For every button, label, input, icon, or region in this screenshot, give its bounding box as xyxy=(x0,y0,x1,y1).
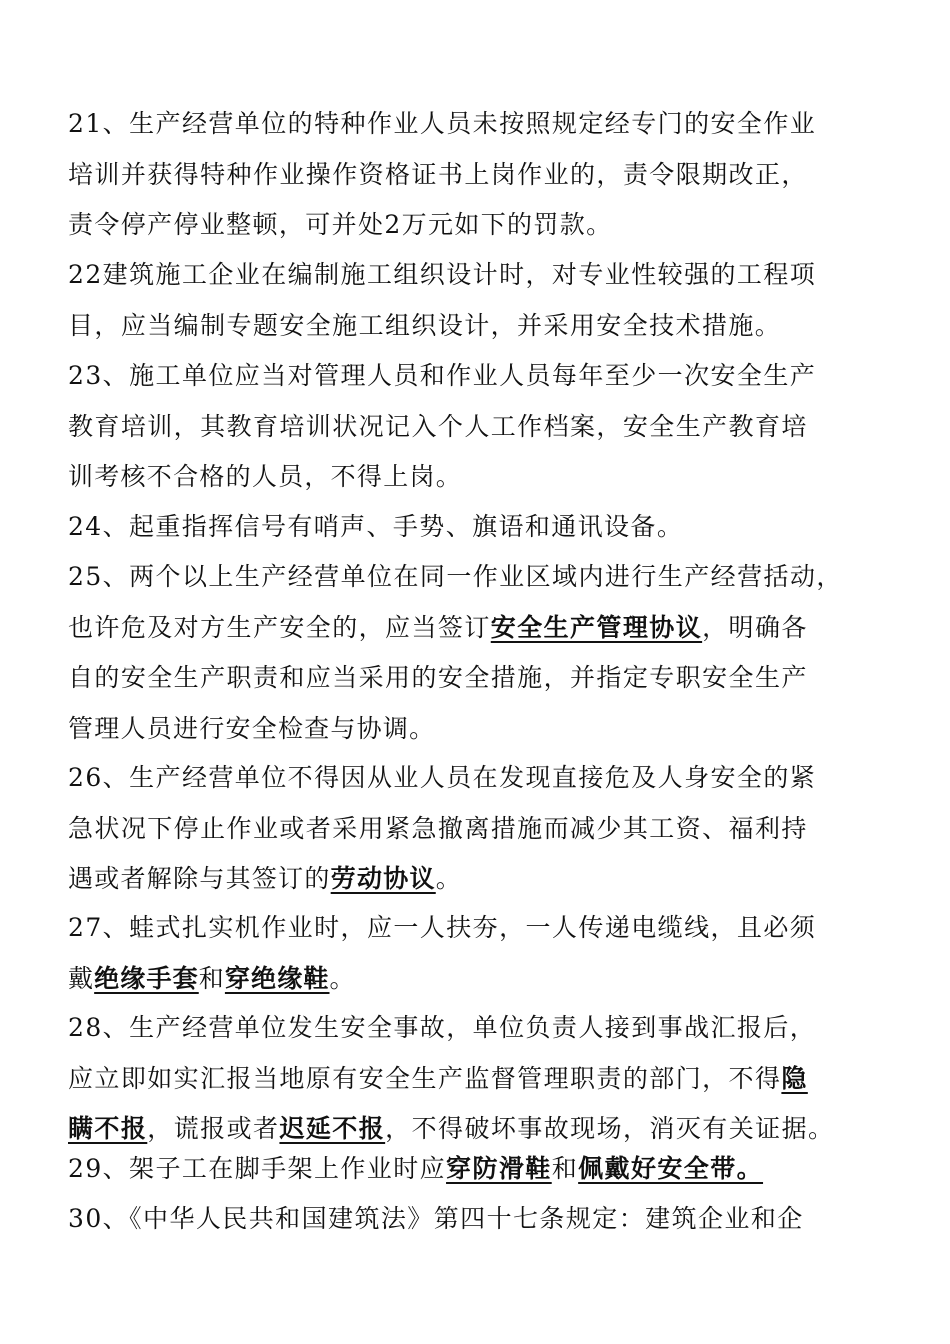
emphasized-answer: 穿防滑鞋 xyxy=(446,1154,552,1183)
item-30 xyxy=(68,1194,888,1245)
text-segment: 戴 xyxy=(68,963,95,993)
text-line xyxy=(68,552,888,603)
item-26 xyxy=(68,753,888,905)
text-segment: 28、生产经营单位发生安全事故，单位负责人接到事战汇报后， xyxy=(68,1013,817,1042)
text-segment: 训考核不合格的人员，不得上岗。 xyxy=(68,462,463,491)
item-21 xyxy=(68,99,888,251)
text-segment: 目，应当编制专题安全施工组织设计，并采用安全技术措施。 xyxy=(68,310,782,340)
emphasized-answer: 安全生产管理协议 xyxy=(490,612,703,642)
text-segment: 培训并获得特种作业操作资格证书上岗作业的，责令限期改正， xyxy=(68,159,808,189)
text-segment: 22建筑施工企业在编制施工组织设计时，对专业性较强的工程项 xyxy=(68,260,817,289)
text-line xyxy=(68,99,888,150)
text-segment: 和 xyxy=(551,1154,579,1183)
text-line xyxy=(68,150,888,201)
item-25 xyxy=(68,552,888,754)
text-segment: 。 xyxy=(329,963,356,993)
text-segment: ，谎报或者 xyxy=(147,1114,280,1143)
text-line xyxy=(68,200,888,251)
text-line xyxy=(68,854,888,905)
text-segment: 和 xyxy=(198,963,225,993)
emphasized-answer: 迟延不报 xyxy=(279,1114,386,1143)
text-line xyxy=(68,704,888,755)
text-segment: 24、起重指挥信号有哨声、手势、旗语和通讯设备。 xyxy=(68,512,684,541)
text-segment: 23、施工单位应当对管理人员和作业人员每年至少一次安全生产 xyxy=(68,361,817,390)
text-segment: ，明确各 xyxy=(702,612,808,642)
text-line xyxy=(68,502,888,553)
text-segment: 也许危及对方生产安全的，应当签订 xyxy=(68,612,491,642)
text-segment: 教育培训，其教育培训状况记入个人工作档案，安全生产教育培 xyxy=(68,411,808,441)
text-segment: 30、《中华人民共和国建筑法》第四十七条规定：建筑企业和企 xyxy=(68,1204,804,1233)
text-segment: 遇或者解除与其签订的 xyxy=(68,864,331,893)
text-segment: 21、生产经营单位的特种作业人员未按照规定经专门的安全作业 xyxy=(68,109,817,138)
text-segment: 自的安全生产职责和应当采用的安全措施，并指定专职安全生产 xyxy=(68,663,808,692)
text-segment: 应立即如实汇报当地原有安全生产监督管理职责的部门，不得 xyxy=(68,1063,782,1093)
text-line xyxy=(68,753,888,804)
text-line xyxy=(68,250,888,301)
item-29 xyxy=(68,1144,888,1195)
text-line xyxy=(68,351,888,402)
text-line xyxy=(68,402,888,453)
text-segment: 29、架子工在脚手架上作业时应 xyxy=(68,1154,447,1183)
text-line xyxy=(68,301,888,352)
emphasized-answer: 劳动协议 xyxy=(330,864,436,893)
text-segment: 责令停产停业整顿，可并处2万元如下的罚款。 xyxy=(68,210,613,239)
text-line xyxy=(68,903,888,954)
emphasized-answer: 瞒不报 xyxy=(68,1114,148,1143)
emphasized-answer: 佩戴好安全带。 xyxy=(578,1154,764,1183)
text-line xyxy=(68,1144,888,1195)
text-line xyxy=(68,954,888,1005)
text-segment: 26、生产经营单位不得因从业人员在发现直接危及人身安全的紧 xyxy=(68,763,817,792)
text-segment: 管理人员进行安全检查与协调。 xyxy=(68,713,436,743)
text-line xyxy=(68,603,888,654)
item-22 xyxy=(68,250,888,351)
text-segment: 。 xyxy=(435,864,463,893)
emphasized-answer: 绝缘手套 xyxy=(94,963,199,993)
text-line xyxy=(68,1194,888,1245)
item-27 xyxy=(68,903,888,1004)
text-line xyxy=(68,1003,888,1054)
item-23 xyxy=(68,351,888,503)
text-segment: 25、两个以上生产经营单位在同一作业区域内进行生产经营括动， xyxy=(68,562,843,591)
text-segment: ，不得破坏事故现场，消灭有关证据。 xyxy=(385,1114,835,1143)
text-line xyxy=(68,1054,888,1105)
text-segment: 急状况下停止作业或者采用紧急撤离措施而减少其工资、福利持 xyxy=(68,813,808,843)
text-line xyxy=(68,452,888,503)
emphasized-answer: 隐 xyxy=(781,1063,808,1093)
text-line xyxy=(68,653,888,704)
text-line xyxy=(68,804,888,855)
item-28 xyxy=(68,1003,888,1155)
item-24 xyxy=(68,502,888,553)
emphasized-answer: 穿绝缘鞋 xyxy=(224,963,330,993)
text-segment: 27、蛙式扎实机作业时，应一人扶夯，一人传递电缆线，且必须 xyxy=(68,913,817,942)
